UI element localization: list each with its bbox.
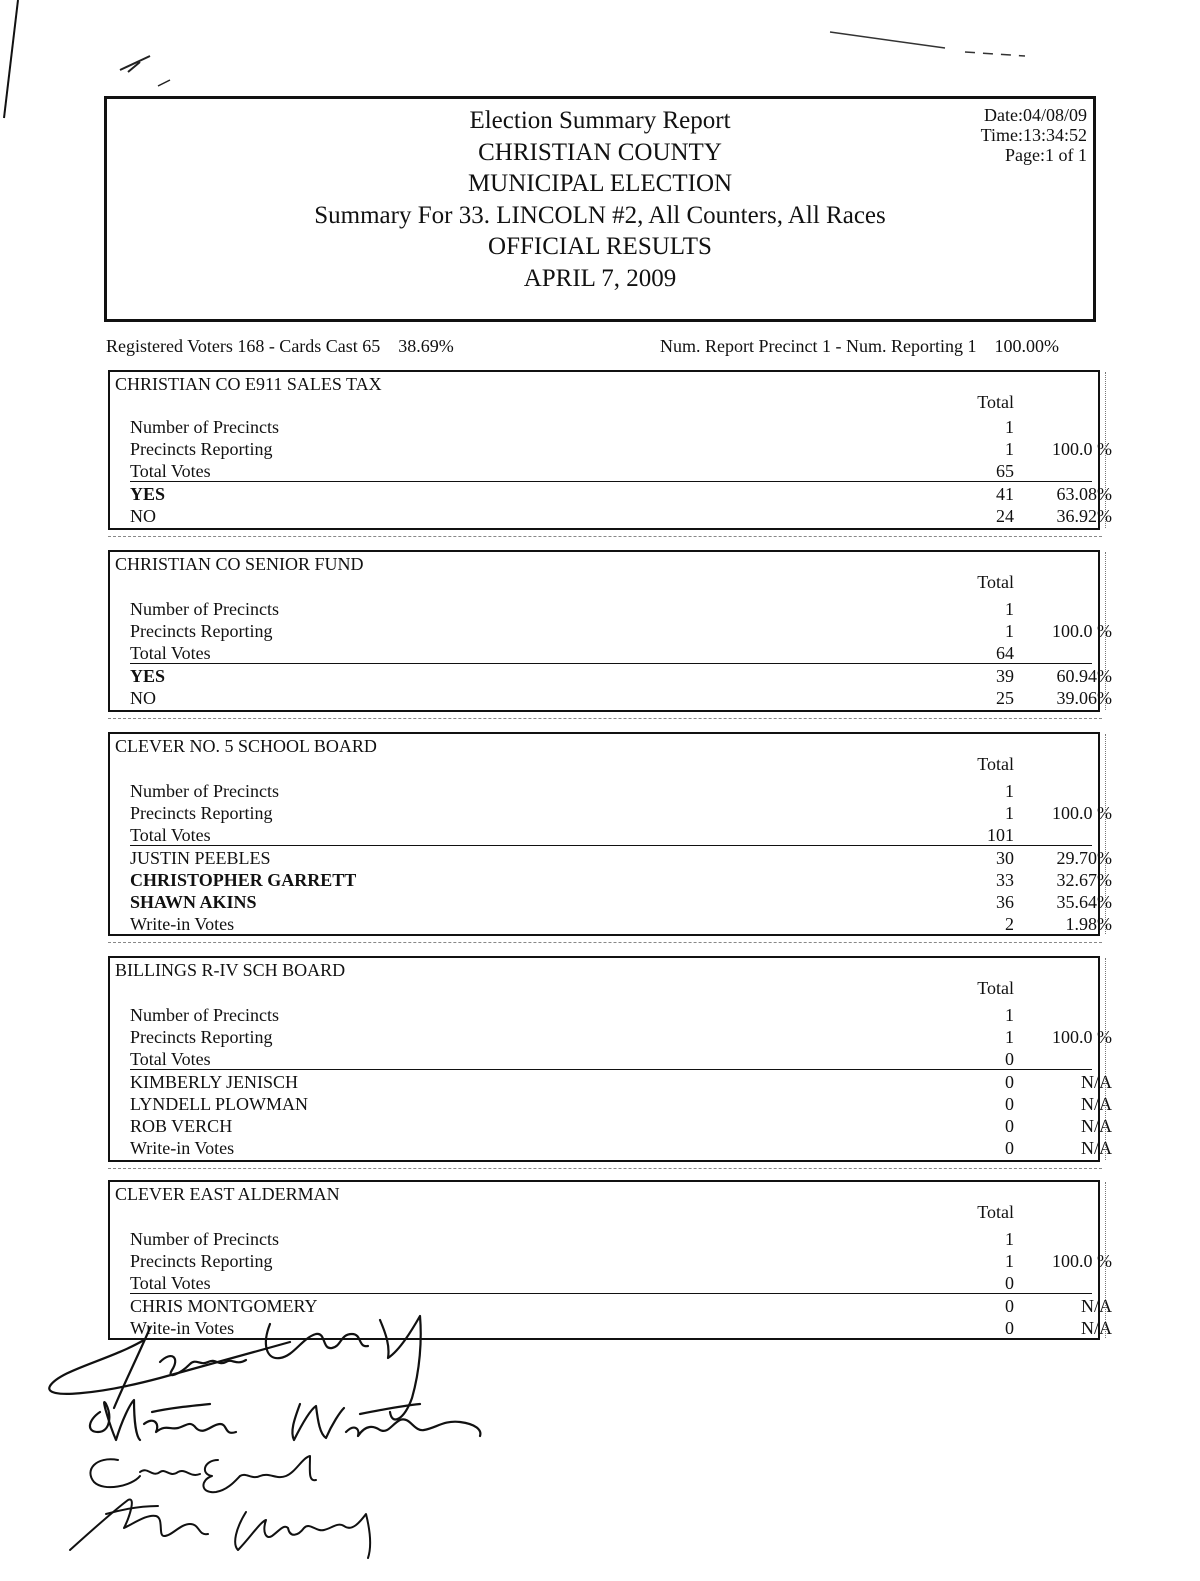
choice-votes: 24 [996, 506, 1014, 526]
race-box [108, 370, 1112, 530]
choice-percent: 32.67% [1056, 870, 1112, 890]
race-box [108, 550, 1112, 712]
choice-percent: 36.92% [1056, 506, 1112, 526]
signature-lisa-russell [70, 1499, 370, 1558]
row-label: Total Votes [130, 1049, 211, 1069]
row-label: Precincts Reporting [130, 803, 273, 823]
choice-votes: 33 [996, 870, 1014, 890]
report-meta [981, 105, 1087, 165]
choice-votes: 30 [996, 848, 1014, 868]
election-date: APRIL 7, 2009 [523, 264, 677, 292]
row-value: 64 [996, 643, 1014, 663]
race-title: CLEVER NO. 5 SCHOOL BOARD [115, 736, 377, 756]
choice-percent: 63.08% [1056, 484, 1112, 504]
scan-shadow [1103, 958, 1106, 1160]
precinct-reporting-summary: Num. Report Precinct 1 - Num. Reporting 1 100.00% [660, 336, 1059, 356]
total-column-header: Total [977, 392, 1014, 412]
row-value: 101 [987, 825, 1014, 845]
row-label: Precincts Reporting [130, 1027, 273, 1047]
divider [130, 845, 1092, 846]
choice-row [130, 687, 1112, 709]
choice-row [130, 1093, 1112, 1115]
choice-row [130, 1071, 1112, 1093]
report-header [104, 96, 1096, 322]
election-type: MUNICIPAL ELECTION [467, 170, 733, 197]
report-page: Page:1 of 1 [1005, 145, 1087, 165]
row-percent: 100.0 % [1052, 803, 1112, 823]
scan-shadow [1103, 552, 1106, 710]
row-value: 1 [1005, 1229, 1014, 1249]
precincts-reporting-row [130, 1026, 1112, 1048]
row-value: 1 [1005, 803, 1014, 823]
total-column-header: Total [977, 572, 1014, 592]
row-label: Number of Precincts [130, 417, 279, 437]
race-box [108, 732, 1112, 936]
signature-marian-matthews [90, 1400, 480, 1440]
choice-percent: N/A [1081, 1116, 1112, 1136]
choice-percent: 29.70% [1056, 848, 1112, 868]
row-label: Precincts Reporting [130, 621, 273, 641]
choice-label: CHRISTOPHER GARRETT [130, 870, 357, 890]
row-label: Precincts Reporting [130, 439, 273, 459]
row-label: Number of Precincts [130, 781, 279, 801]
row-value: 1 [1005, 439, 1014, 459]
choice-label: CHRIS MONTGOMERY [130, 1296, 318, 1316]
choice-percent: 60.94% [1056, 666, 1112, 686]
choice-votes: 0 [1005, 1094, 1014, 1114]
precincts-reporting-row [130, 438, 1112, 460]
choice-votes: 0 [1005, 1138, 1014, 1158]
scan-shadow [1103, 372, 1106, 528]
report-date: Date:04/08/09 [984, 105, 1087, 125]
choice-row [130, 891, 1112, 913]
choice-percent: N/A [1081, 1094, 1112, 1114]
choice-row [130, 847, 1112, 869]
divider [130, 1293, 1092, 1294]
row-label: Total Votes [130, 643, 211, 663]
registered-voters-summary: Registered Voters 168 - Cards Cast 65 38.69% [106, 336, 454, 356]
total-votes-row [130, 1272, 1092, 1294]
choice-label: YES [130, 666, 166, 686]
race-box [108, 956, 1112, 1162]
row-value: 1 [1005, 781, 1014, 801]
scan-shadow [108, 1165, 1102, 1169]
scan-shadow [1103, 734, 1106, 934]
report-title-block [107, 105, 1093, 294]
handwritten-signatures [40, 1300, 520, 1580]
row-value: 1 [1005, 417, 1014, 437]
choice-votes: 0 [1005, 1318, 1014, 1338]
scan-shadow [1103, 1182, 1106, 1338]
row-value: 1 [1005, 1027, 1014, 1047]
choice-votes: 39 [996, 666, 1014, 686]
choice-votes: 25 [996, 688, 1014, 708]
choice-percent: 35.64% [1056, 892, 1112, 912]
choice-votes: 41 [996, 484, 1014, 504]
row-value: 1 [1005, 599, 1014, 619]
choice-label: YES [130, 484, 166, 504]
total-votes-row [130, 460, 1092, 482]
choice-votes: 0 [1005, 1116, 1014, 1136]
choice-row [130, 505, 1112, 527]
divider [130, 481, 1092, 482]
choice-row [130, 869, 1112, 891]
scan-shadow [108, 939, 1102, 943]
scan-pen-marks [0, 0, 1200, 90]
row-value: 1 [1005, 1005, 1014, 1025]
divider [130, 1069, 1092, 1070]
choice-percent: N/A [1081, 1296, 1112, 1316]
report-time: Time:13:34:52 [980, 125, 1087, 145]
choice-label: KIMBERLY JENISCH [130, 1072, 299, 1092]
choice-label: ROB VERCH [130, 1116, 233, 1136]
total-column-header: Total [977, 754, 1014, 774]
choice-percent: N/A [1081, 1318, 1112, 1338]
choice-row [130, 913, 1112, 935]
choice-percent: 39.06% [1056, 688, 1112, 708]
row-percent: 100.0 % [1052, 1251, 1112, 1271]
choice-percent: 1.98% [1065, 914, 1112, 934]
row-label: Number of Precincts [130, 1005, 279, 1025]
divider [130, 663, 1092, 664]
summary-scope: Summary For 33. LINCOLN #2, All Counters, All Races [314, 201, 886, 229]
choice-label: Write-in Votes [130, 1318, 235, 1338]
choice-label: NO [130, 688, 156, 708]
row-percent: 100.0 % [1052, 621, 1112, 641]
choice-row [130, 1137, 1112, 1159]
number-of-precincts-row [130, 598, 1092, 620]
number-of-precincts-row [130, 1004, 1092, 1026]
results-status: OFFICIAL RESULTS [488, 233, 712, 260]
scan-shadow [108, 715, 1102, 719]
choice-votes: 0 [1005, 1296, 1014, 1316]
choice-votes: 0 [1005, 1072, 1014, 1092]
race-title: CLEVER EAST ALDERMAN [115, 1184, 340, 1204]
row-value: 0 [1005, 1049, 1014, 1069]
signature-carla-esseite [90, 1456, 316, 1492]
choice-label: LYNDELL PLOWMAN [130, 1094, 309, 1114]
row-percent: 100.0 % [1052, 1027, 1112, 1047]
race-title: CHRISTIAN CO SENIOR FUND [115, 554, 364, 574]
choice-label: JUSTIN PEEBLES [130, 848, 271, 868]
row-label: Number of Precincts [130, 599, 279, 619]
choice-label: SHAWN AKINS [130, 892, 257, 912]
total-votes-row [130, 824, 1092, 846]
total-votes-row [130, 1048, 1092, 1070]
precincts-reporting-row [130, 1250, 1112, 1272]
row-label: Total Votes [130, 825, 211, 845]
row-label: Number of Precincts [130, 1229, 279, 1249]
row-value: 1 [1005, 1251, 1014, 1271]
total-column-header: Total [977, 978, 1014, 998]
scan-shadow [108, 533, 1102, 537]
number-of-precincts-row [130, 780, 1092, 802]
choice-row [130, 1115, 1112, 1137]
choice-row [130, 665, 1112, 687]
number-of-precincts-row [130, 416, 1092, 438]
precincts-reporting-row [130, 620, 1112, 642]
total-votes-row [130, 642, 1092, 664]
race-title: CHRISTIAN CO E911 SALES TAX [115, 374, 382, 394]
row-value: 65 [996, 461, 1014, 481]
row-value: 0 [1005, 1273, 1014, 1293]
choice-votes: 2 [1005, 914, 1014, 934]
precincts-reporting-row [130, 802, 1112, 824]
choice-label: Write-in Votes [130, 914, 235, 934]
race-title: BILLINGS R-IV SCH BOARD [115, 960, 346, 980]
row-label: Precincts Reporting [130, 1251, 273, 1271]
choice-votes: 36 [996, 892, 1014, 912]
choice-label: Write-in Votes [130, 1138, 235, 1158]
choice-label: NO [130, 506, 156, 526]
county-name: CHRISTIAN COUNTY [478, 138, 722, 166]
choice-row [130, 483, 1112, 505]
row-label: Total Votes [130, 1273, 211, 1293]
choice-percent: N/A [1081, 1138, 1112, 1158]
report-title: Election Summary Report [469, 107, 731, 134]
row-percent: 100.0 % [1052, 439, 1112, 459]
row-label: Total Votes [130, 461, 211, 481]
total-column-header: Total [977, 1202, 1014, 1222]
number-of-precincts-row [130, 1228, 1092, 1250]
row-value: 1 [1005, 621, 1014, 641]
choice-percent: N/A [1081, 1072, 1112, 1092]
